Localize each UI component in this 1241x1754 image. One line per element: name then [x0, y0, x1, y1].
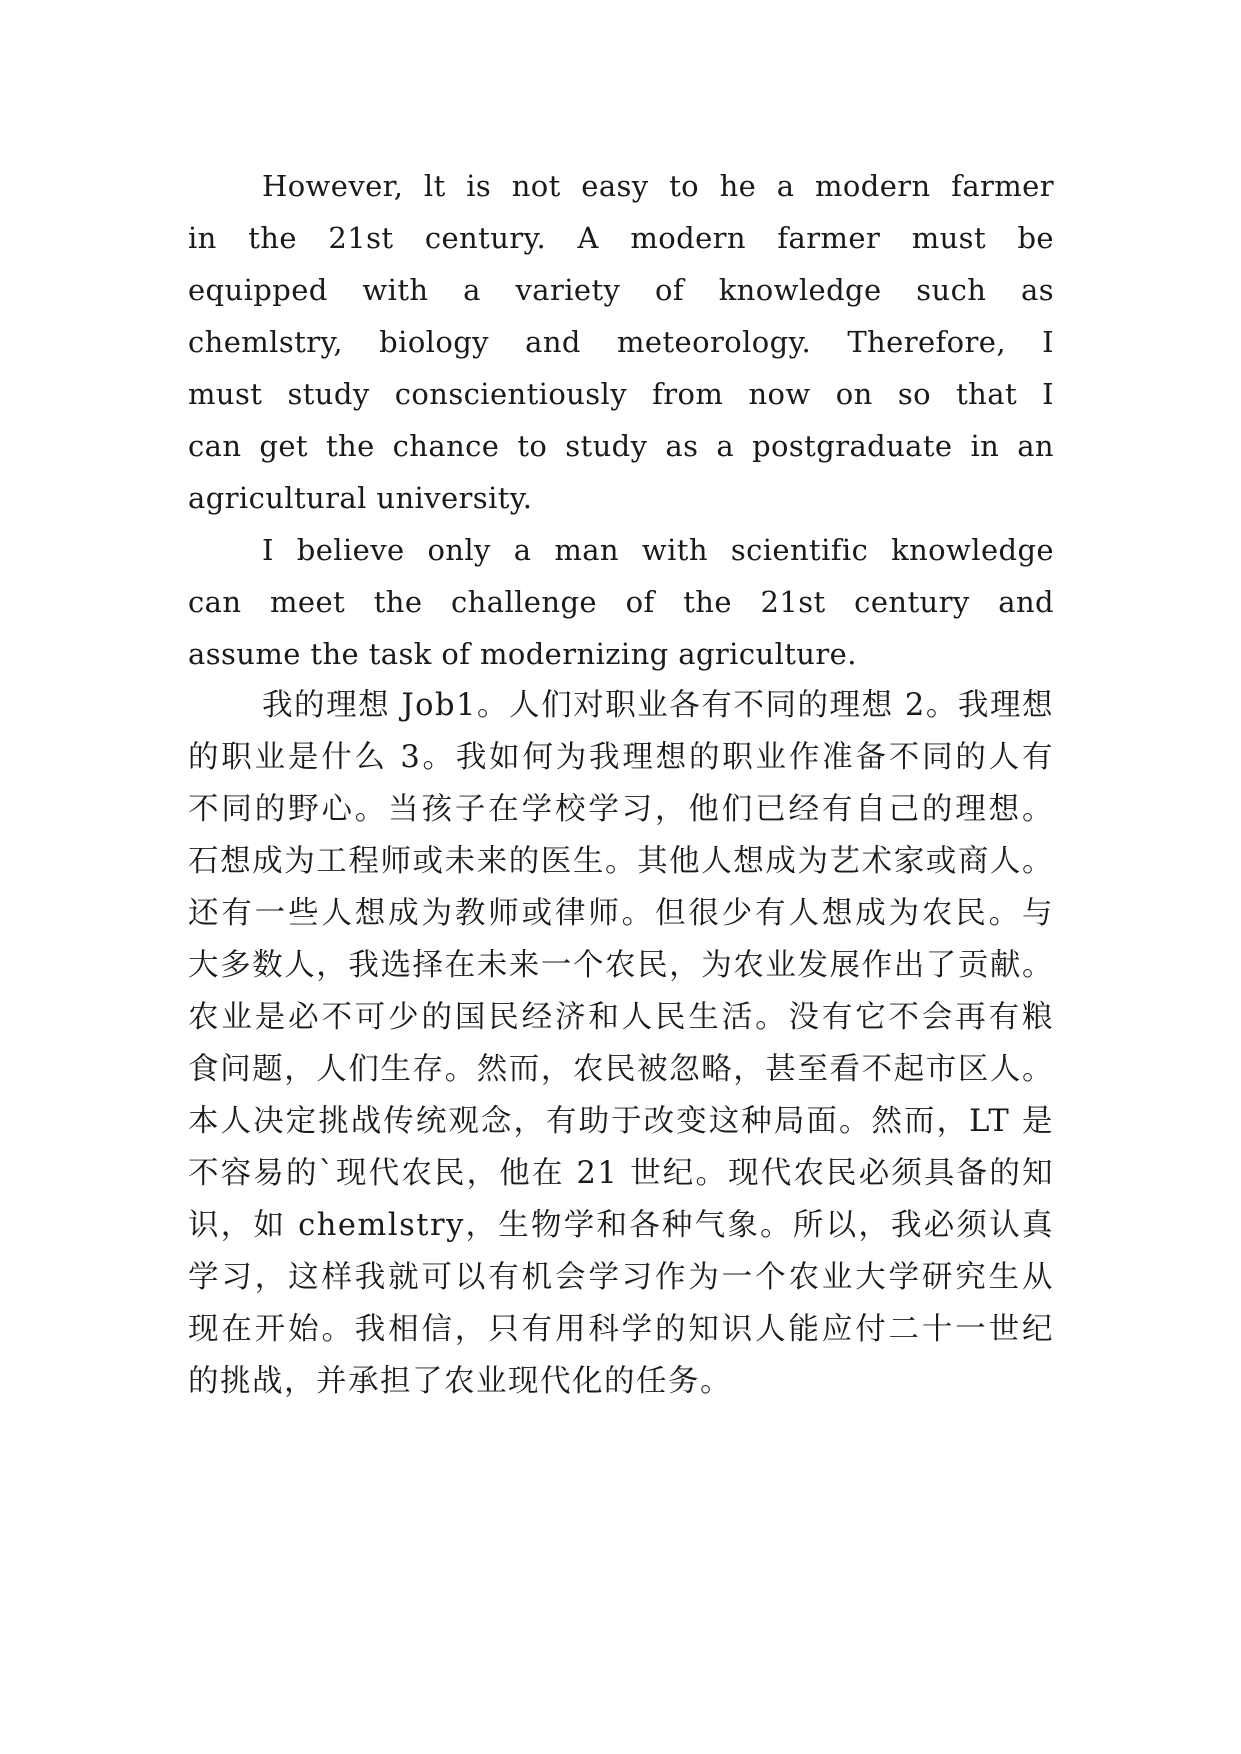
paragraph-2-line-3: assume the task of modernizing agriculture. — [188, 637, 857, 671]
paragraph-1-line-5: must study conscientiously from now on so that I — [188, 377, 1054, 411]
paragraph-1-line-7: agricultural university. — [188, 481, 533, 515]
paragraph-1-line-3: equipped with a variety of knowledge such as — [188, 273, 1054, 307]
paragraph-3-line-12: 学习，这样我就可以有机会学习作为一个农业大学研究生从 — [188, 1260, 1054, 1295]
paragraph-1-line-1: However, lt is not easy to he a modern farmer — [262, 169, 1054, 203]
paragraph-3-line-1: 我的理想 Job1。人们对职业各有不同的理想 2。我理想 — [262, 688, 1054, 723]
paragraph-2-line-1: I believe only a man with scientific knowledge — [262, 533, 1054, 567]
paragraph-2-line-2: can meet the challenge of the 21st century and — [188, 585, 1054, 619]
paragraph-1-line-4: chemlstry, biology and meteorology. Therefore, I — [188, 325, 1054, 359]
paragraph-3-line-10: 不容易的`现代农民，他在 21 世纪。现代农民必须具备的知 — [188, 1156, 1054, 1191]
paragraph-3-line-8: 食问题，人们生存。然而，农民被忽略，甚至看不起市区人。 — [188, 1052, 1054, 1087]
paragraph-3-line-13: 现在开始。我相信，只有用科学的知识人能应付二十一世纪 — [188, 1312, 1054, 1347]
paragraph-1-line-2: in the 21st century. A modern farmer must be — [188, 221, 1054, 255]
paragraph-3-line-9: 本人决定挑战传统观念，有助于改变这种局面。然而，LT 是 — [188, 1104, 1054, 1139]
paragraph-3-line-4: 石想成为工程师或未来的医生。其他人想成为艺术家或商人。 — [188, 844, 1054, 879]
paragraph-3-line-7: 农业是必不可少的国民经济和人民生活。没有它不会再有粮 — [188, 1000, 1054, 1035]
paragraph-3-line-14: 的挑战，并承担了农业现代化的任务。 — [188, 1364, 732, 1399]
paragraph-1-line-6: can get the chance to study as a postgraduate in an — [188, 429, 1054, 463]
paragraph-3-line-3: 不同的野心。当孩子在学校学习，他们已经有自己的理想。 — [188, 792, 1054, 827]
paragraph-3-line-11: 识，如 chemlstry，生物学和各种气象。所以，我必须认真 — [188, 1208, 1054, 1243]
paragraph-3-line-6: 大多数人，我选择在未来一个农民，为农业发展作出了贡献。 — [188, 948, 1054, 983]
paragraph-3-line-5: 还有一些人想成为教师或律师。但很少有人想成为农民。与 — [188, 896, 1054, 931]
paragraph-3-line-2: 的职业是什么 3。我如何为我理想的职业作准备不同的人有 — [188, 740, 1054, 775]
